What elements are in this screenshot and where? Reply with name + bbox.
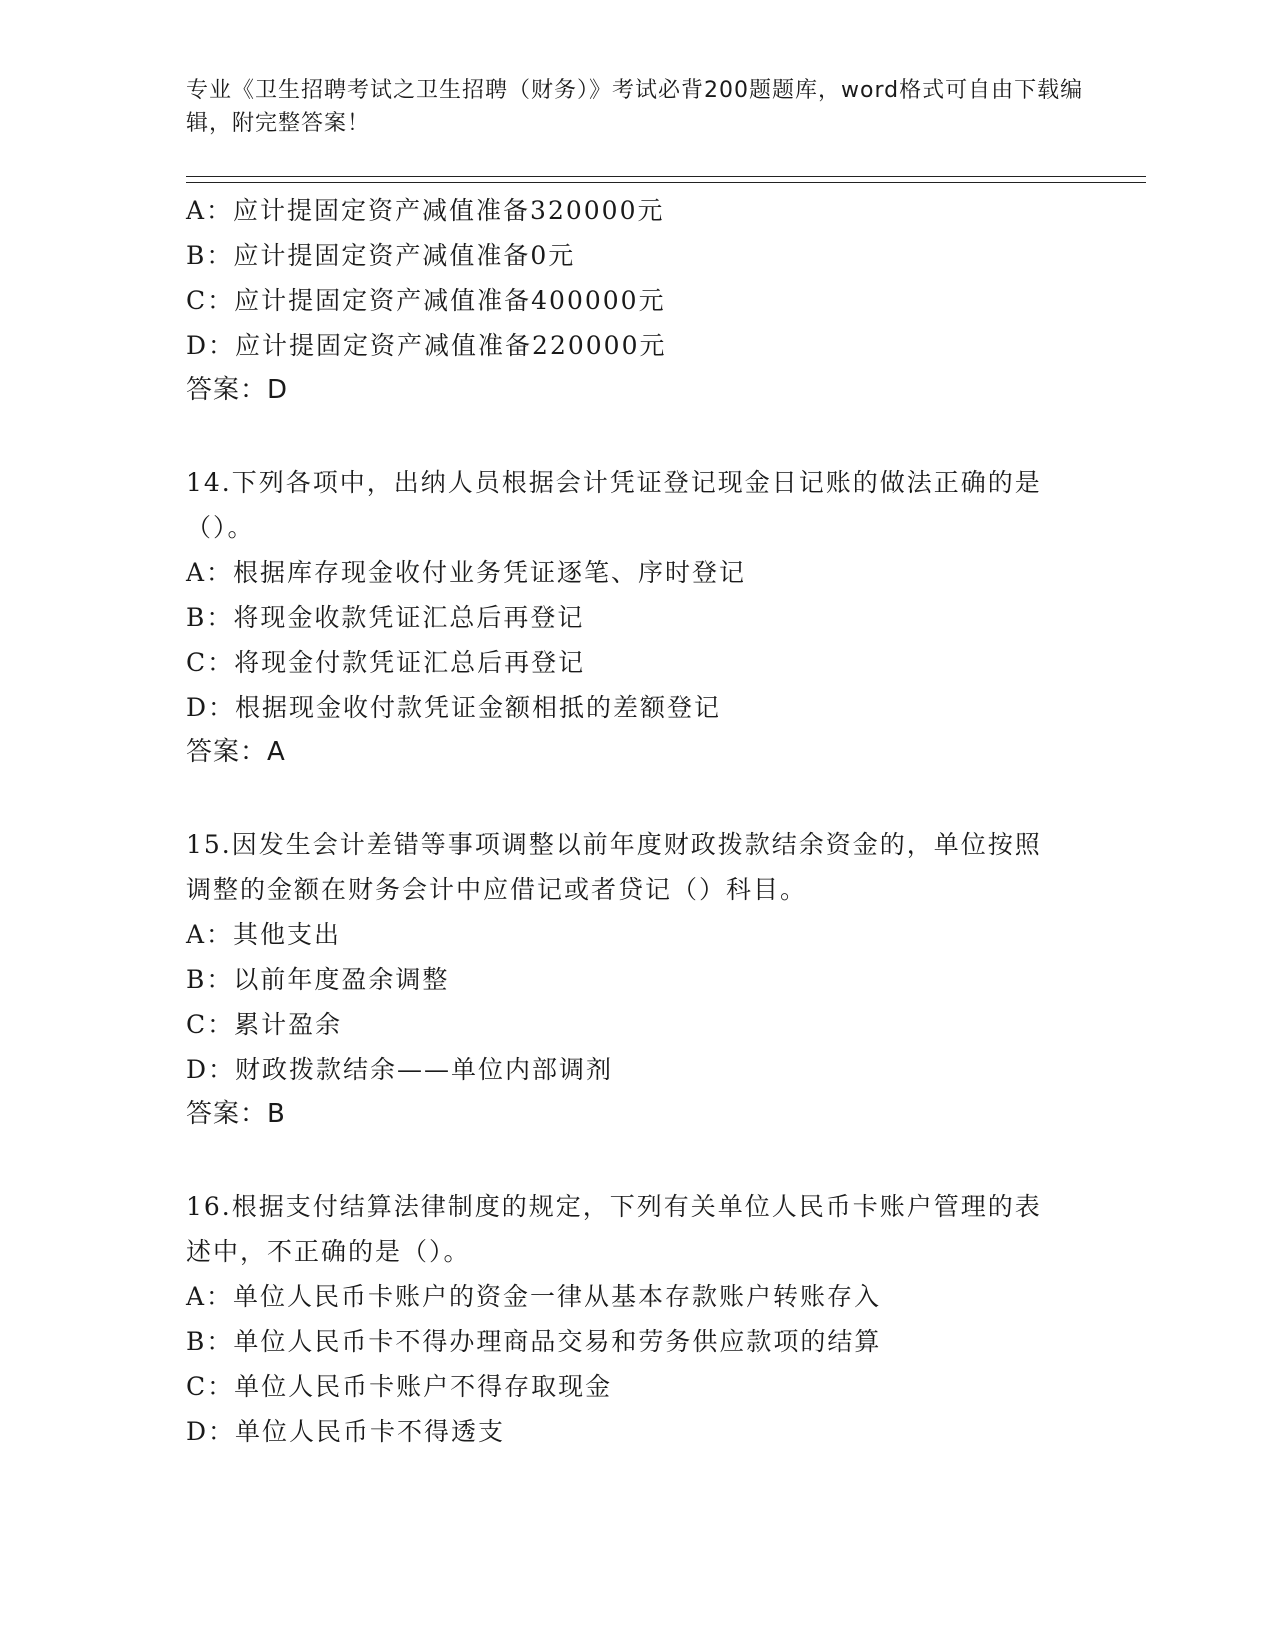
document-header: 专业《卫生招聘考试之卫生招聘（财务）》考试必背200题题库，word格式可自由下载编辑，附完整答案！ [186,78,1084,136]
q15-option-b: B：以前年度盈余调整 [186,965,450,994]
header-rule-top [186,176,1146,177]
q16-option-d: D：单位人民币卡不得透支 [186,1417,506,1446]
header-rule-bottom [186,182,1146,183]
q13-option-b: B：应计提固定资产减值准备0元 [186,241,576,270]
question-15 [186,822,1086,1137]
q16-option-a: A：单位人民币卡账户的资金一律从基本存款账户转账存入 [186,1282,882,1311]
spacer [186,1137,1086,1184]
q15-option-a: A：其他支出 [186,920,342,949]
q16-option-c: C：单位人民币卡账户不得存取现金 [186,1372,613,1401]
q15-option-d: D：财政拨款结余——单位内部调剂 [186,1055,614,1084]
q13-option-a: A：应计提固定资产减值准备320000元 [186,196,665,225]
q13-option-d: D：应计提固定资产减值准备220000元 [186,331,667,360]
spacer [186,413,1086,460]
spacer [186,775,1086,822]
question-13 [186,188,1086,413]
q13-answer: 答案：D [186,375,289,405]
q14-option-b: B：将现金收款凭证汇总后再登记 [186,603,585,632]
q14-option-c: C：将现金付款凭证汇总后再登记 [186,648,586,677]
q14-option-d: D：根据现金收付款凭证金额相抵的差额登记 [186,693,722,722]
q16-question: 16.根据支付结算法律制度的规定，下列有关单位人民币卡账户管理的表述中，不正确的是（）。 [186,1192,1042,1266]
q14-option-a: A：根据库存现金收付业务凭证逐笔、序时登记 [186,558,747,587]
q16-option-b: B：单位人民币卡不得办理商品交易和劳务供应款项的结算 [186,1327,882,1356]
question-16 [186,1184,1086,1454]
q15-answer: 答案：B [186,1099,286,1129]
q15-option-c: C：累计盈余 [186,1010,343,1039]
q14-answer: 答案：A [186,737,286,767]
q14-question: 14.下列各项中，出纳人员根据会计凭证登记现金日记账的做法正确的是（）。 [186,468,1042,542]
question-14 [186,460,1086,775]
q13-option-c: C：应计提固定资产减值准备400000元 [186,286,666,315]
question-content [186,188,1086,1454]
q15-question: 15.因发生会计差错等事项调整以前年度财政拨款结余资金的，单位按照调整的金额在财务会计中应借记或者贷记（）科目。 [186,830,1042,904]
